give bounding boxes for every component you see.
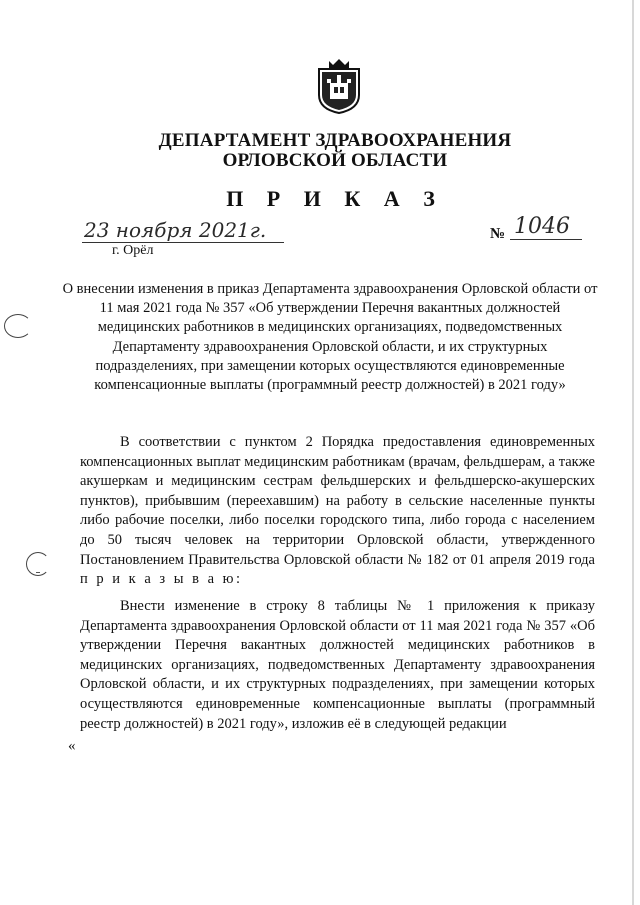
punch-hole-mark: [4, 314, 32, 338]
order-number-label: №: [490, 226, 506, 242]
order-text: Внести изменение в строку 8 таблицы № 1 приложения к приказу Департамента здравоохранения Орловской области от 11 мая 2021 года № 357 «Об утверждении Перечня вакантных должностей медицинских работников в медицинских организациях, подведомственных Департаменту здравоохранения Орловской области, и их структурных подразделениях, при замещении которых осуществляются единовременные компенсационные выплаты (программный реестр должностей) в 2021 году», изложив её в следующей редакции: [80, 598, 595, 732]
directive-word: п р и к а з ы в а ю:: [80, 571, 243, 588]
department-name-line1: ДЕПАРТАМЕНТ ЗДРАВООХРАНЕНИЯ: [158, 130, 512, 151]
document-type-title: П Р И К А З: [226, 186, 444, 211]
opening-quote: «: [68, 738, 76, 754]
department-name-line2: ОРЛОВСКОЙ ОБЛАСТИ: [222, 150, 448, 171]
coat-of-arms-icon: [315, 55, 363, 115]
city-label: г. Орёл: [112, 243, 154, 258]
handwritten-date: 23 ноября 2021г.: [82, 218, 284, 243]
preamble-paragraph: [80, 433, 595, 590]
order-subject: О внесении изменения в приказ Департамента здравоохранения Орловской области от 11 мая 2021 года № 357 «Об утверждении Перечня вакантных должностей медицинских работников в медицинских организациях, подведомственных Департаменту здравоохранения Орловской области, и их структурных подразделениях, при замещении которых осуществляются единовременные компенсационные выплаты (программный реестр должностей) в 2021 году»: [62, 281, 598, 394]
order-paragraph: [80, 597, 595, 734]
margin-tick: [36, 572, 40, 573]
handwritten-order-number: 1046: [510, 214, 582, 240]
preamble-text: В соответствии с пунктом 2 Порядка предоставления единовременных компенсационных выплат медицинским работникам (врачам, фельдшерам, а также акушеркам и медицинским сестрам фельдшерских и фельдшерско-акушерских пунктов), прибывшим (переехавшим) на работу в сельские населенные пункты либо рабочие поселки, либо поселки городского типа, либо города с населением до 50 тысяч человек на территории Орловской области, утвержденного Постановлением Правительства Орловской области № 182 от 01 апреля 2019 года: [80, 434, 595, 568]
